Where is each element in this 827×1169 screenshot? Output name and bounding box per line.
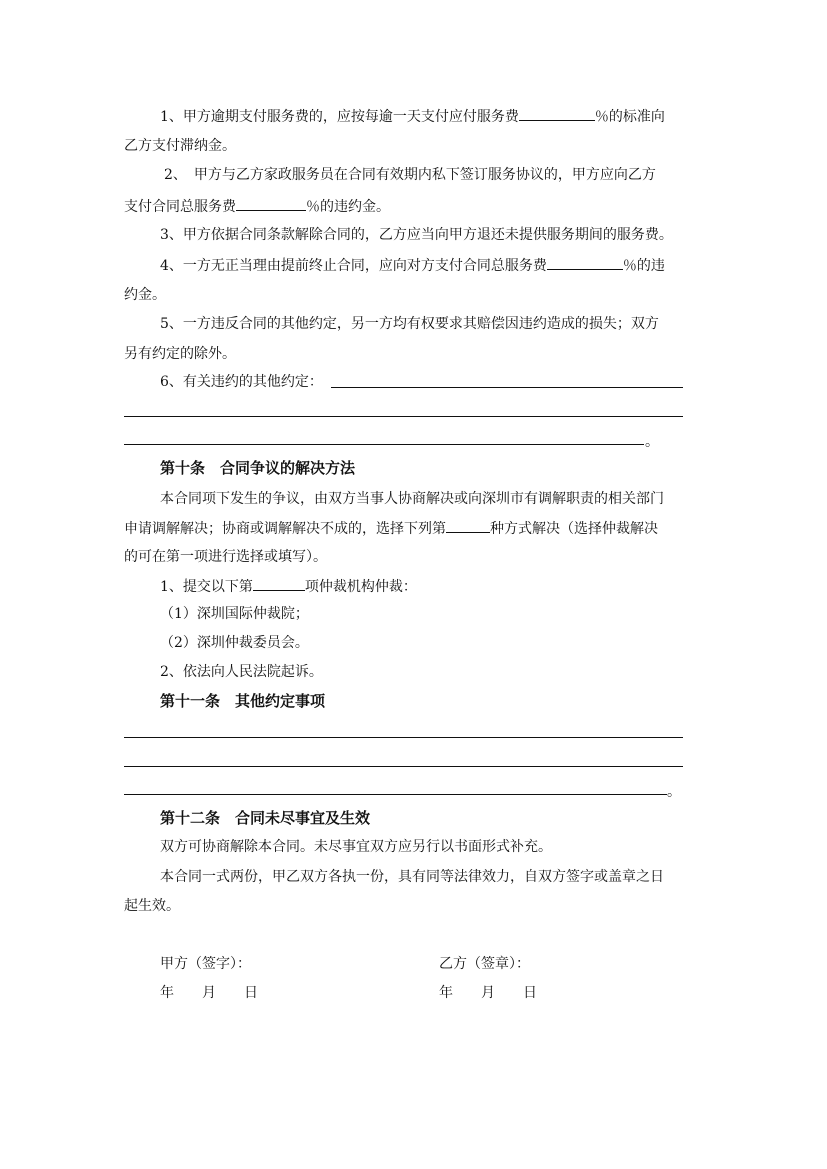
dispute-method-blank[interactable] [446, 518, 490, 533]
clause-6-end-mark: 。 [645, 434, 659, 450]
clause-6-blank-line-2[interactable] [124, 416, 683, 417]
clause-4-text-end: ％的违 [622, 258, 665, 274]
article-12-body-1: 双方可协商解除本合同。未尽事宜双方应另行以书面形式补充。 [160, 839, 552, 855]
arbitration-option-text: 1、提交以下第 [160, 579, 253, 595]
clause-1-cont: 乙方支付滞纳金。 [124, 138, 236, 154]
clause-2: 2、 甲方与乙方家政服务员在合同有效期内私下签订服务协议的，甲方应向乙方 [164, 167, 656, 183]
article-12-body-2: 本合同一式两份，甲乙双方各执一份，具有同等法律效力，自双方签字或盖章之日 [160, 869, 664, 885]
party-a-signature-label: 甲方（签字）： [160, 956, 251, 972]
clause-4-text: 4、一方无正当理由提前终止合同，应向对方支付合同总服务费 [160, 258, 547, 274]
clause-5: 5、一方违反合同的其他约定，另一方均有权要求其赔偿因违约造成的损失；双方 [160, 316, 659, 332]
article-10-body-2-end: 种方式解决（选择仲裁解决 [490, 521, 658, 537]
clause-4 [160, 255, 665, 276]
party-a-date: 年 月 日 [160, 985, 258, 1001]
article-11-title: 第十一条 其他约定事项 [160, 692, 326, 710]
article-10-body-3: 的可在第一项进行选择或填写）。 [124, 549, 327, 565]
clause-6-blank-line-1[interactable] [331, 387, 683, 388]
clause-6-blank-line-3[interactable] [124, 444, 644, 445]
arbitration-option [160, 576, 417, 597]
clause-1-text: 1、甲方逾期支付服务费的，应按每逾一天支付应付服务费 [160, 109, 519, 125]
clause-2-cont [124, 196, 390, 217]
article-10-body-1: 本合同项下发生的争议，由双方当事人协商解决或向深圳市有调解职责的相关部门 [160, 491, 664, 507]
article-10-title: 第十条 合同争议的解决方法 [160, 459, 356, 477]
clause-2-cont-text: 支付合同总服务费 [124, 199, 236, 215]
article-10-body-2-text: 申请调解解决；协商或调解解决不成的，选择下列第 [124, 521, 446, 537]
clause-6-label: 6、有关违约的其他约定： [160, 374, 323, 390]
arbitration-institution-2: （2）深圳仲裁委员会。 [160, 635, 309, 651]
party-b-date: 年 月 日 [439, 985, 537, 1001]
arbitration-option-end: 项仲裁机构仲裁： [304, 579, 417, 595]
article-12-body-3: 起生效。 [124, 898, 180, 914]
other-terms-end-mark: 。 [667, 784, 681, 800]
termination-penalty-blank[interactable] [547, 255, 623, 270]
article-12-title: 第十二条 合同未尽事宜及生效 [160, 809, 371, 827]
article-10-body-2 [124, 518, 658, 539]
litigation-option: 2、依法向人民法院起诉。 [160, 664, 323, 680]
clause-1 [160, 106, 665, 127]
clause-1-text-end: ％的标准向 [594, 109, 665, 125]
arbitration-institution-1: （1）深圳国际仲裁院； [160, 606, 309, 622]
arbitration-institution-blank[interactable] [253, 576, 305, 591]
other-terms-line-1[interactable] [124, 737, 683, 738]
party-b-signature-label: 乙方（签章）： [439, 956, 530, 972]
clause-5-cont: 另有约定的除外。 [124, 346, 236, 362]
other-terms-line-2[interactable] [124, 766, 683, 767]
other-terms-line-3[interactable] [124, 794, 667, 795]
clause-4-cont: 约金。 [124, 287, 166, 303]
clause-3: 3、甲方依据合同条款解除合同的，乙方应当向甲方退还未提供服务期间的服务费。 [160, 227, 673, 243]
clause-2-cont-end: ％的违约金。 [306, 199, 390, 215]
late-fee-blank[interactable] [519, 106, 595, 121]
private-agreement-penalty-blank[interactable] [236, 196, 306, 211]
